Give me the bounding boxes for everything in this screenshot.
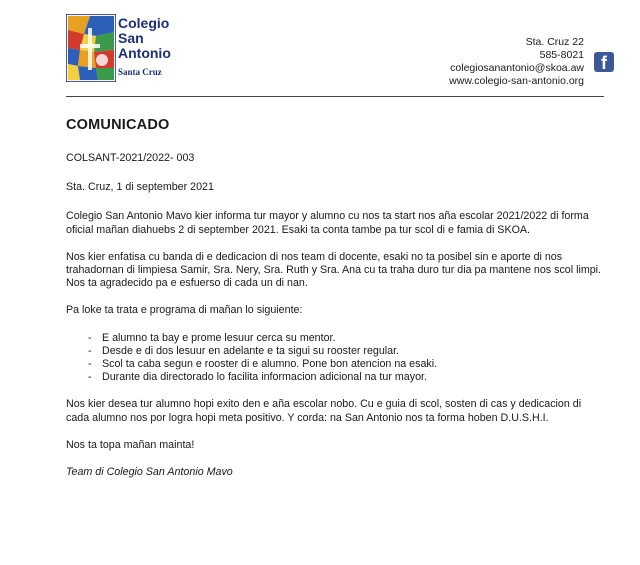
stained-glass-emblem: [66, 14, 116, 82]
list-item: - Desde e di dos lesuur en adelante e ta sigui su rooster regular.: [66, 345, 606, 358]
header-divider: [66, 96, 604, 97]
school-logo: [66, 14, 182, 84]
list-item: - Durante dia directorado lo facilita informacion adicional na tur mayor.: [66, 371, 606, 384]
document-title: COMUNICADO: [66, 117, 170, 133]
signature: Team di Colegio San Antonio Mavo: [66, 466, 233, 479]
paragraph-program: Pa loke ta trata e programa di mañan lo siguiente:: [66, 304, 303, 317]
contact-phone: 585-8021: [539, 49, 584, 61]
logo-school-name: Colegio San Antonio: [118, 15, 171, 61]
document-body: [66, 152, 606, 493]
document-date: Sta. Cruz, 1 di september 2021: [66, 181, 214, 194]
reference-number: COLSANT-2021/2022- 003: [66, 152, 195, 164]
contact-address: Sta. Cruz 22: [525, 36, 584, 48]
facebook-icon[interactable]: f: [594, 52, 614, 72]
paragraph-thanks: Nos kier enfatisa cu banda di e dedicacion di nos team di docente, esaki no ta posibel sin e aporte di nos trahadornan di limpiesa Samir, Sra. Nery, Sra. Ruth y Sra. Ana cu ta traha duro tur dia pa mantene nos scol limpi. Nos ta agradecido pa e esfuerso di cada un di nan.: [66, 250, 602, 290]
program-list: [66, 332, 606, 385]
paragraph-closing: Nos ta topa mañan mainta!: [66, 438, 195, 451]
contact-email[interactable]: colegiosanantonio@skoa.aw: [450, 62, 584, 74]
logo-city: Santa Cruz: [118, 67, 162, 77]
contact-block: [449, 36, 584, 88]
list-item: - Scol ta caba segun e rooster di e alumno. Pone bon atencion na esaki.: [66, 358, 606, 371]
paragraph-intro: Colegio San Antonio Mavo kier informa tur mayor y alumno cu nos ta start nos aña escolar 2021/2022 di forma oficial mañan diahuebs 2 di september 2021. Esaki ta conta tambe pa tur scol di e famia di SKOA.: [66, 210, 589, 236]
list-item: - E alumno ta bay e prome lesuur cerca su mentor.: [66, 332, 606, 345]
paragraph-wishes: Nos kier desea tur alumno hopi exito den e aña escolar nobo. Cu e guia di scol, sosten di cas y dedicacion di cada alumno nos por logra hopi meta positivo. Y corda: na San Antonio nos ta forma hoben D.U.S.H.I.: [66, 398, 582, 424]
contact-website[interactable]: www.colegio-san-antonio.org: [449, 75, 584, 87]
